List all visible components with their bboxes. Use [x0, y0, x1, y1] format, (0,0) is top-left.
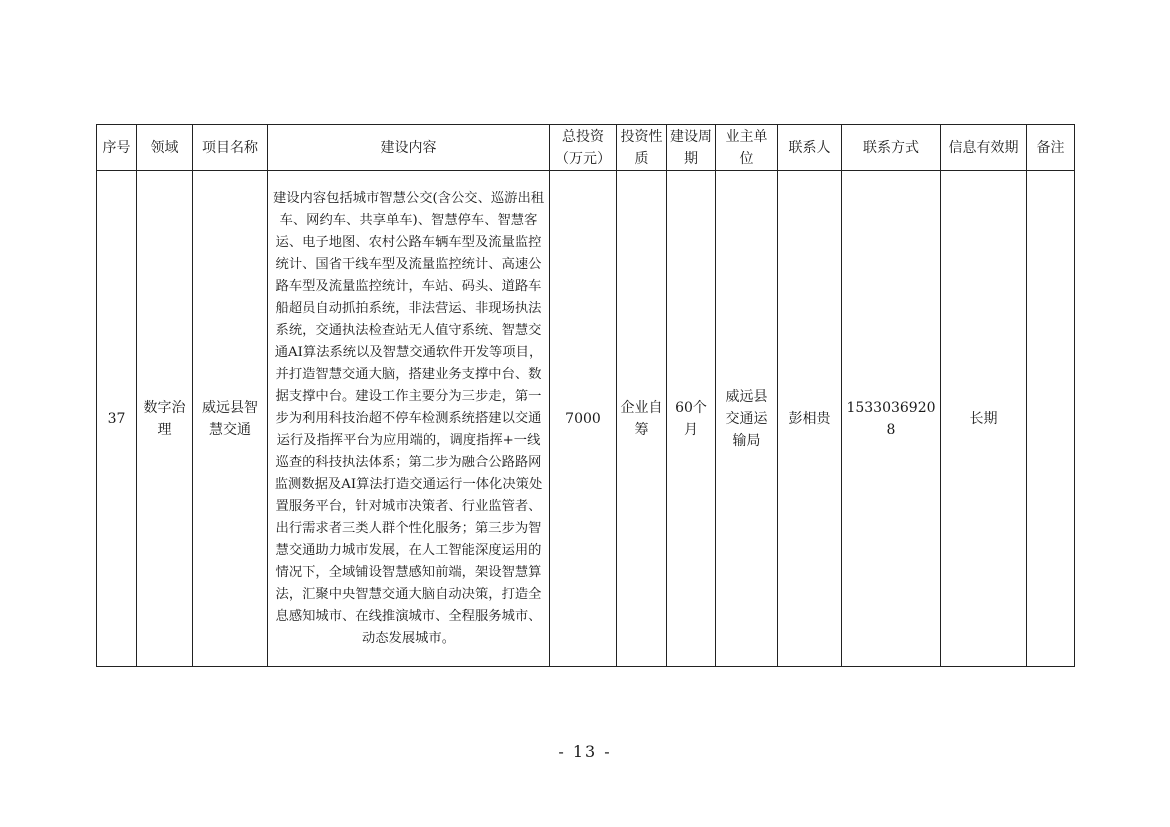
header-remark: 备注	[1027, 125, 1075, 171]
header-seq: 序号	[97, 125, 137, 171]
page-number: - 13 -	[558, 742, 612, 761]
cell-seq: 37	[97, 171, 137, 667]
cell-total-investment: 7000	[550, 171, 617, 667]
header-total-investment: 总投资（万元）	[550, 125, 617, 171]
cell-content: 建设内容包括城市智慧公交(含公交、巡游出租车、网约车、共享单车)、智慧停车、智慧客运、电子地图、农村公路车辆车型及流量监控统计、国省干线车型及流量监控统计、高速公路车型及流量监控统计，车站、码头、道路车船超员自动抓拍系统，非法营运、非现场执法系统，交通执法检查站无人值守系统、智慧交通AI算法系统以及智慧交通软件开发等项目，并打造智慧交通大脑，搭建业务支撑中台、数据支撑中台。建设工作主要分为三步走，第一步为利用科技治超不停车检测系统搭建以交通运行及指挥平台为应用端的，调度指挥+一线巡查的科技执法体系；第二步为融合公路路网监测数据及AI算法打造交通运行一体化决策处置服务平台，针对城市决策者、行业监管者、出行需求者三类人群个性化服务；第三步为智慧交通助力城市发展，在人工智能深度运用的情况下，全域铺设智慧感知前端，架设智慧算法，汇聚中央智慧交通大脑自动决策，打造全息感知城市、在线推演城市、全程服务城市、动态发展城市。	[268, 171, 550, 667]
header-investment-type: 投资性质	[617, 125, 667, 171]
table-row	[97, 171, 1075, 667]
cell-contact-phone: 15330369208	[842, 171, 941, 667]
cell-project-name: 威远县智慧交通	[193, 171, 268, 667]
header-project-name: 项目名称	[193, 125, 268, 171]
cell-period: 60个月	[667, 171, 716, 667]
header-domain: 领域	[137, 125, 193, 171]
header-owner: 业主单位	[716, 125, 778, 171]
header-content: 建设内容	[268, 125, 550, 171]
cell-owner: 威远县交通运输局	[716, 171, 778, 667]
cell-validity: 长期	[941, 171, 1027, 667]
project-table	[96, 124, 1075, 667]
cell-remark	[1027, 171, 1075, 667]
header-contact-phone: 联系方式	[842, 125, 941, 171]
cell-contact-person: 彭相贵	[778, 171, 842, 667]
header-row	[97, 125, 1075, 171]
cell-domain: 数字治理	[137, 171, 193, 667]
header-period: 建设周期	[667, 125, 716, 171]
header-contact-person: 联系人	[778, 125, 842, 171]
cell-investment-type: 企业自筹	[617, 171, 667, 667]
header-validity: 信息有效期	[941, 125, 1027, 171]
